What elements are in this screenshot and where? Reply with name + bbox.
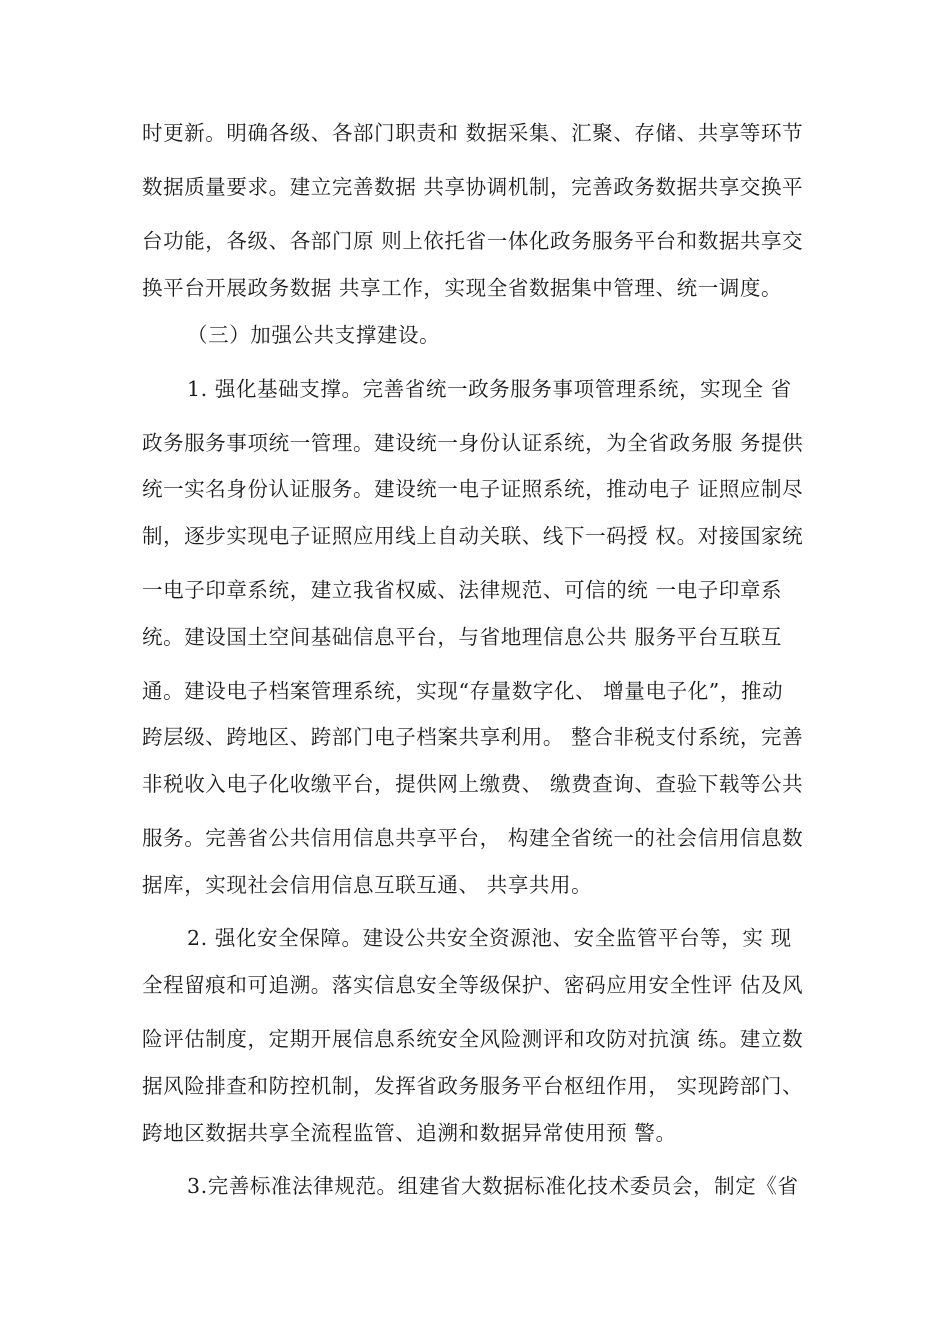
section-heading: （三）加强公共支撑建设。 bbox=[187, 323, 441, 347]
text-line: 据风险排查和防控机制，发挥省政务服务平台枢纽作用， 实现跨部门、 bbox=[142, 1074, 804, 1098]
text-line: 跨地区数据共享全流程监管、追溯和数据异常使用预 警。 bbox=[142, 1121, 677, 1145]
text-line: 全程留痕和可追溯。落实信息安全等级保护、密码应用安全性评 估及风 bbox=[142, 973, 804, 997]
text-line: 跨层级、跨地区、跨部门电子档案共享利用。 整合非税支付系统，完善 bbox=[142, 725, 804, 749]
text-line: 据库，实现社会信用信息互联互通、 共享共用。 bbox=[142, 873, 593, 897]
text-line: 制，逐步实现电子证照应用线上自动关联、线下一码授 权。对接国家统 bbox=[142, 524, 804, 548]
text-line: 1. 强化基础支撑。完善省统一政务服务事项管理系统，实现全 省 bbox=[187, 377, 792, 401]
text-line: 数据质量要求。建立完善数据 共享协调机制，完善政务数据共享交换平 bbox=[142, 175, 804, 199]
text-line: 险评估制度，定期开展信息系统安全风险测评和攻防对抗演 练。建立数 bbox=[142, 1027, 804, 1051]
text-line: 非税收入电子化收缴平台，提供网上缴费、 缴费查询、查验下载等公共 bbox=[142, 772, 804, 796]
text-line: 换平台开展政务数据 共享工作，实现全省数据集中管理、统一调度。 bbox=[142, 276, 783, 300]
text-line: 通。建设电子档案管理系统，实现“存量数字化、 增量电子化”，推动 bbox=[142, 679, 784, 703]
text-line: 统一实名身份认证服务。建设统一电子证照系统，推动电子 证照应制尽 bbox=[142, 477, 804, 501]
text-line: 时更新。明确各级、各部门职责和 数据采集、汇聚、存储、共享等环节 bbox=[142, 121, 804, 145]
text-line: 2. 强化安全保障。建设公共安全资源池、安全监管平台等，实 现 bbox=[187, 926, 792, 950]
text-line: 台功能，各级、各部门原 则上依托省一体化政务服务平台和数据共享交 bbox=[142, 229, 804, 253]
text-line: 服务。完善省公共信用信息共享平台， 构建全省统一的社会信用信息数 bbox=[142, 826, 804, 850]
text-line: 统。建设国土空间基础信息平台，与省地理信息公共 服务平台互联互 bbox=[142, 625, 783, 649]
text-line: 政务服务事项统一管理。建设统一身份认证系统，为全省政务服 务提供 bbox=[142, 431, 804, 455]
text-line: 3.完善标准法律规范。组建省大数据标准化技术委员会，制定《省 bbox=[187, 1174, 799, 1198]
text-line: 一电子印章系统，建立我省权威、法律规范、可信的统 一电子印章系 bbox=[142, 578, 783, 602]
